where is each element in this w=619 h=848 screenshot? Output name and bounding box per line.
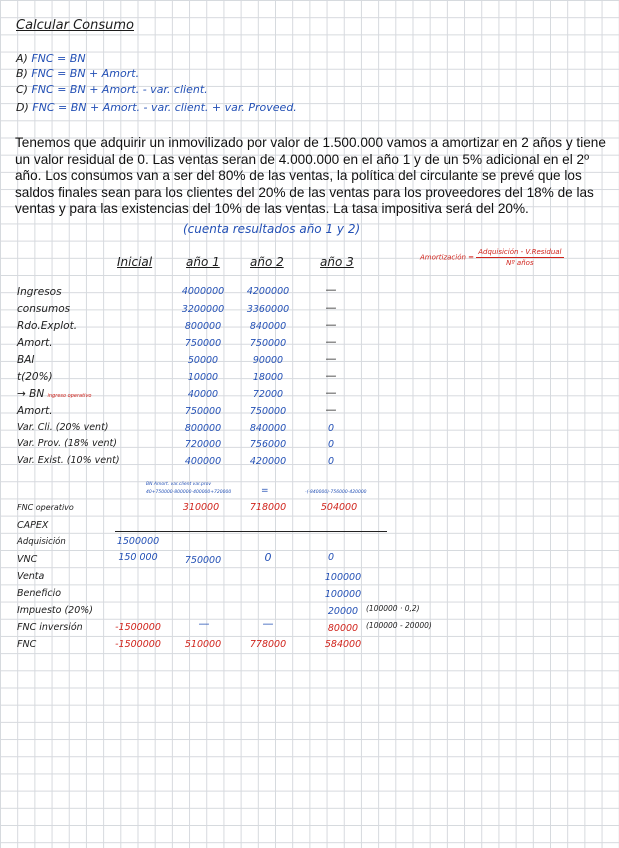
row-label-venta: Venta	[17, 571, 45, 582]
row-label-amort-2: Amort.	[17, 405, 53, 417]
column-header-ano-1: año 1	[186, 255, 220, 269]
cell-y2: 90000	[252, 355, 284, 366]
cell-y3: 100000	[324, 572, 362, 583]
row-label-impuesto: Impuesto (20%)	[17, 605, 93, 616]
var-cli-tag: (20% vent)	[55, 422, 109, 433]
cell-y1: 10000	[187, 372, 219, 383]
row-label-rdo-explot: Rdo.Explot.	[17, 320, 78, 332]
var-exist-label: Var. Exist.	[17, 455, 64, 466]
formula-d	[16, 102, 297, 113]
cell-y3: —	[325, 301, 337, 314]
var-prov-tag: (18% vent)	[64, 438, 117, 449]
row-label-bai: BAI	[17, 354, 35, 366]
cell-y2: 420000	[249, 456, 287, 467]
section-divider	[115, 531, 387, 532]
fnc-calc-y1-top: BN Amort. var.client var.prov	[146, 482, 212, 487]
cell-y2: 756000	[249, 439, 287, 450]
var-prov-label: Var. Prov.	[17, 438, 62, 449]
cell-y2: 3360000	[246, 304, 290, 315]
cell-y1: 720000	[184, 439, 222, 450]
cell-y2: 750000	[249, 338, 287, 349]
row-label-bn	[17, 389, 91, 400]
table-subtitle: (cuenta resultados año 1 y 2)	[183, 222, 361, 236]
row-label-var-exist	[17, 456, 120, 466]
cell-y1: 3200000	[181, 304, 225, 315]
column-header-inicial: Inicial	[117, 255, 153, 269]
cell-y3: —	[325, 352, 337, 365]
bn-note: ingreso operativo	[47, 393, 92, 399]
cell-y3: —	[325, 403, 337, 416]
amortization-label: Amortización =	[420, 253, 475, 262]
cell-y3: —	[325, 335, 337, 348]
row-label-amort: Amort.	[17, 337, 53, 349]
cell-y2: —	[262, 617, 274, 630]
cell-y3: 100000	[324, 589, 362, 600]
cell-y1: 50000	[187, 355, 219, 366]
row-label-var-cli	[17, 423, 109, 433]
row-label-fnc: FNC	[17, 639, 37, 650]
cell-y1: 800000	[184, 423, 222, 434]
fnc-operativo-y2: 718000	[249, 502, 287, 513]
fnc-calc-y1: 40+750000-800000-400000+720000	[146, 490, 232, 495]
formula-key: C)	[16, 83, 28, 96]
cell-y3: —	[325, 369, 337, 382]
cell-inicial: -1500000	[115, 639, 161, 650]
page-title: Calcular Consumo	[16, 18, 134, 33]
formula-text: FNC = BN + Amort.	[31, 67, 140, 80]
cell-y1: 750000	[184, 406, 222, 417]
row-label-adquisicion: Adquisición	[17, 537, 66, 547]
cell-y3: 80000	[327, 623, 359, 634]
cell-y3: 0	[327, 456, 335, 467]
cell-y3: 584000	[324, 639, 362, 650]
cell-y3: 20000	[327, 606, 359, 617]
formula-c	[16, 84, 208, 95]
row-label-vnc: VNC	[17, 554, 38, 565]
formula-key: D)	[16, 101, 29, 114]
fnc-inversion-note: (100000 - 20000)	[366, 621, 432, 630]
formula-text: FNC = BN + Amort. - var. client.	[31, 83, 208, 96]
cell-y2: 840000	[249, 321, 287, 332]
section-label-capex: CAPEX	[17, 520, 49, 531]
formula-a	[16, 53, 86, 64]
cell-y3: —	[325, 386, 337, 399]
cell-y3: 0	[327, 439, 335, 450]
fnc-calc-y2: =	[261, 486, 269, 496]
cell-inicial: 1500000	[116, 536, 160, 547]
row-label-fnc-operativo: FNC operativo	[17, 503, 74, 512]
amortization-numerator: Adquisición - V.Residual	[478, 248, 562, 256]
cell-y2: 0	[264, 551, 272, 564]
cell-y2: 18000	[252, 372, 284, 383]
row-label-var-prov	[17, 439, 117, 449]
formula-b	[16, 68, 139, 79]
formula-text: FNC = BN + Amort. - var. client. + var. Proveed.	[32, 101, 297, 114]
cell-y3: 0	[327, 552, 335, 563]
cell-y1: 750000	[184, 338, 222, 349]
var-exist-tag: (10% vent)	[66, 455, 120, 466]
fnc-calc-y3: -(-840000)-756000-420000	[305, 490, 367, 495]
column-header-ano-2: año 2	[250, 255, 284, 269]
cell-y2: 840000	[249, 423, 287, 434]
formula-key: B)	[16, 67, 28, 80]
fnc-operativo-y1: 310000	[182, 502, 220, 513]
cell-y1: 800000	[184, 321, 222, 332]
impuesto-note: (100000 · 0,2)	[366, 604, 420, 613]
cell-y2: 72000	[252, 389, 284, 400]
cell-y1: 4000000	[181, 286, 225, 297]
row-label-ingresos: Ingresos	[17, 286, 62, 298]
cell-y2: 750000	[249, 406, 287, 417]
cell-inicial: -1500000	[115, 622, 161, 633]
cell-y1: 40000	[187, 389, 219, 400]
cell-y1: 750000	[184, 555, 222, 566]
row-label-tax: t(20%)	[17, 371, 53, 383]
cell-y3: —	[325, 318, 337, 331]
cell-y1: 400000	[184, 456, 222, 467]
cell-y2: 778000	[249, 639, 287, 650]
cell-y2: 4200000	[246, 286, 290, 297]
cell-y3: 0	[327, 423, 335, 434]
fnc-operativo-y3: 504000	[320, 502, 358, 513]
problem-statement: Tenemos que adquirir un inmovilizado por valor de 1.500.000 vamos a amortizar en 2 años y tiene un valor residual de 0. Las ventas seran de 4.000.000 en el año 1 y de un 5% adicional en el 2º año. Los consumos van a ser del 80% de las ventas, la política del circulante se prevé que los saldos finales sean para los clientes del 20% de las ventas para los proveedores del 18% de las ventas y para las existencias del 10% de las ventas. La tasa impositiva será del 20%.	[15, 135, 606, 217]
bn-label: → BN	[17, 388, 45, 400]
formula-text: FNC = BN	[31, 52, 86, 65]
amortization-formula	[420, 248, 564, 267]
cell-y1: —	[198, 617, 210, 630]
cell-y1: 510000	[184, 639, 222, 650]
amortization-denominator: Nº años	[506, 259, 534, 267]
cell-inicial: 150 000	[118, 552, 158, 563]
row-label-fnc-inversion: FNC inversión	[17, 622, 83, 633]
row-label-consumos: consumos	[17, 303, 71, 315]
cell-y3: —	[325, 283, 337, 296]
var-cli-label: Var. Cli.	[17, 422, 53, 433]
row-label-beneficio: Beneficio	[17, 588, 62, 599]
column-header-ano-3: año 3	[320, 255, 354, 269]
formula-key: A)	[16, 52, 28, 65]
